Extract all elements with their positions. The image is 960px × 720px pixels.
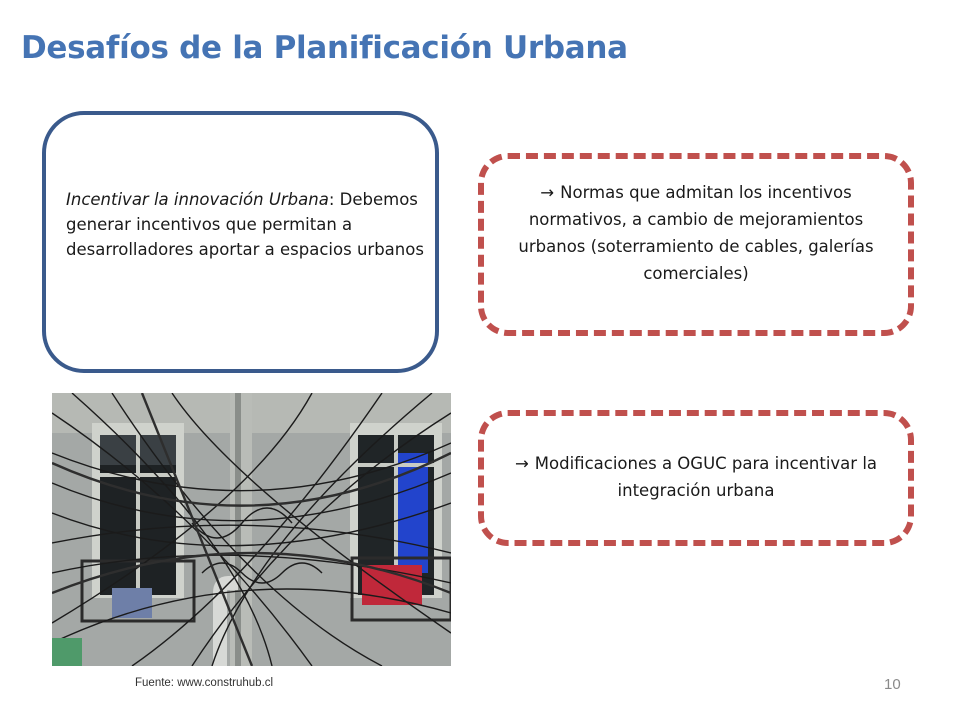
- oguc-text: Modificaciones a OGUC para incentivar la integración urbana: [534, 454, 878, 500]
- oguc-text-block: [496, 450, 896, 504]
- building-wires-photo: [52, 393, 451, 666]
- page-number: 10: [884, 676, 901, 693]
- arrow-right-icon: →: [540, 183, 555, 202]
- norms-text: Normas que admitan los incentivos normativos, a cambio de mejoramientos urbanos (soterramiento de cables, galerías comerciales): [518, 183, 874, 283]
- arrow-right-icon: →: [514, 454, 529, 473]
- callout-body: Debemos generar incentivos que permitan a desarrolladores aportar a espacios urbanos: [66, 190, 424, 259]
- norms-text-block: [496, 179, 896, 287]
- photo-source-caption: Fuente: www.construhub.cl: [135, 677, 274, 689]
- callout-text: [66, 187, 426, 262]
- oguc-box: [478, 410, 914, 546]
- norms-box: [478, 153, 914, 336]
- callout-heading: Incentivar la innovación Urbana: [66, 190, 329, 209]
- innovation-callout: [42, 111, 439, 373]
- callout-heading-colon: :: [328, 190, 335, 209]
- slide-title: Desafíos de la Planificación Urbana: [21, 30, 628, 66]
